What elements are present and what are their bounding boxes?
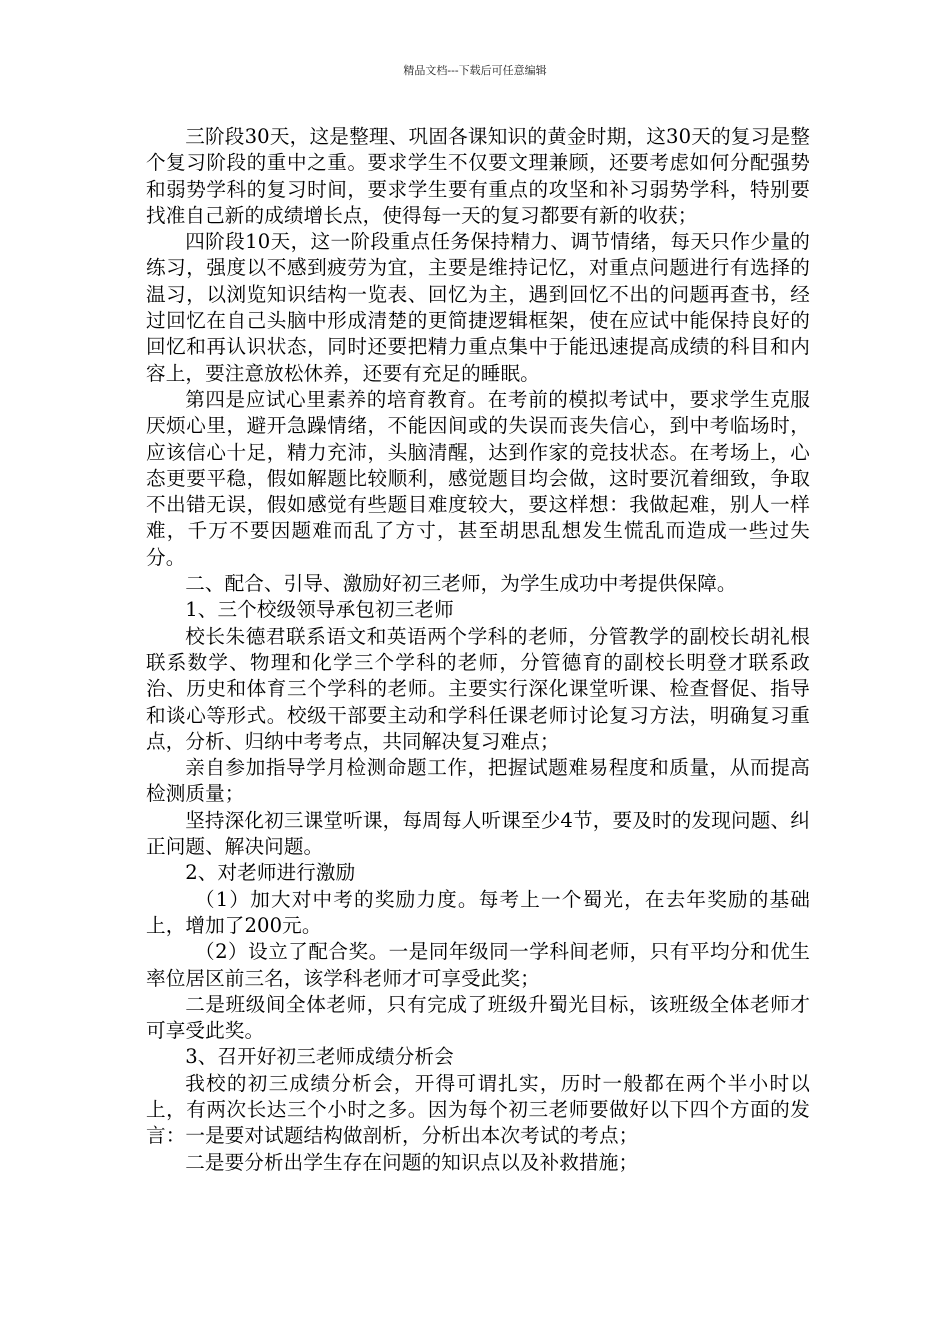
subheading-leaders: 1、三个校级领导承包初三老师 [185,598,454,622]
paragraph-class-award: 二是班级间全体老师，只有完成了班级升蜀光目标，该班级全体老师才可享受此奖。 [146,992,810,1043]
paragraph-stage-four: 四阶段10天，这一阶段重点任务保持精力、调节情绪，每天只作少量的练习，强度以不感到疲劳为宜，主要是维持记忆，对重点问题进行有选择的温习，以浏览知识结构一览表、回忆为主，遇到回忆不出的问题再查书，经过回忆在自己头脑中形成清楚的更简捷逻辑框架，使在应试中能保持良好的回忆和再认识状态，同时还要把精力重点集中于能迅速提高成绩的科目和内容上，要注意放松休养，还要有充足的睡眠。 [146,230,810,385]
subheading-analysis-meeting: 3、召开好初三老师成绩分析会 [185,1045,454,1069]
page-header-watermark: 精品文档---下载后可任意编辑 [403,64,547,77]
paragraph-leaders-contact: 校长朱德君联系语文和英语两个学科的老师，分管教学的副校长胡礼根联系数学、物理和化学三个学科的老师，分管德育的副校长明登才联系政治、历史和体育三个学科的老师。主要实行深化课堂听课、检查督促、指导和谈心等形式。校级干部要主动和学科任课老师讨论复习方法，明确复习重点，分析、归纳中考考点，共同解决复习难点； [146,624,810,753]
paragraph-cooperation-award: （2）设立了配合奖。一是同年级同一学科间老师，只有平均分和优生率位居区前三名，该学科老师才可享受此奖； [146,940,810,990]
paragraph-knowledge-gaps: 二是要分析出学生存在问题的知识点以及补救措施； [185,1150,639,1174]
paragraph-exam-design: 亲自参加指导学月检测命题工作，把握试题难易程度和质量，从而提高检测质量； [146,756,810,806]
paragraph-stage-three: 三阶段30天，这是整理、巩固各课知识的黄金时期，这30天的复习是整个复习阶段的重中之重。要求学生不仅要文理兼顾，还要考虑如何分配强势和弱势学科的复习时间，要求学生要有重点的攻坚和补习弱势学科，特别要找准自己新的成绩增长点，使得每一天的复习都要有新的收获； [146,125,810,227]
paragraph-reward-increase: （1）加大对中考的奖励力度。每考上一个蜀光，在去年奖励的基础上，增加了200元。 [146,887,810,937]
paragraph-exam-mindset: 第四是应试心里素养的培育教育。在考前的模拟考试中，要求学生克服厌烦心里，避开急躁情绪，不能因间或的失误而丧失信心，到中考临场时，应该信心十足，精力充沛，头脑清醒，达到作家的竞技状态。在考场上，心态更要平稳，假如解题比较顺利，感觉题目均会做，这时要沉着细致，争取不出错无误，假如感觉有些题目难度较大，要这样想：我做起难，别人一样难，千万不要因题难而乱了方寸，甚至胡思乱想发生慌乱而造成一些过失分。 [146,387,810,569]
document-body [146,124,810,1176]
paragraph-analysis-meeting: 我校的初三成绩分析会，开得可谓扎实，历时一般都在两个半小时以上，有两次长达三个小时之多。因为每个初三老师要做好以下四个方面的发言：一是要对试题结构做剖析，分析出本次考试的考点； [146,1071,810,1148]
section-heading-teacher-support: 二、配合、引导、激励好初三老师，为学生成功中考提供保障。 [185,572,737,596]
paragraph-class-observation: 坚持深化初三课堂听课，每周每人听课至少4节，要及时的发现问题、纠正问题、解决问题。 [146,808,810,859]
subheading-incentives: 2、对老师进行激励 [185,861,356,885]
